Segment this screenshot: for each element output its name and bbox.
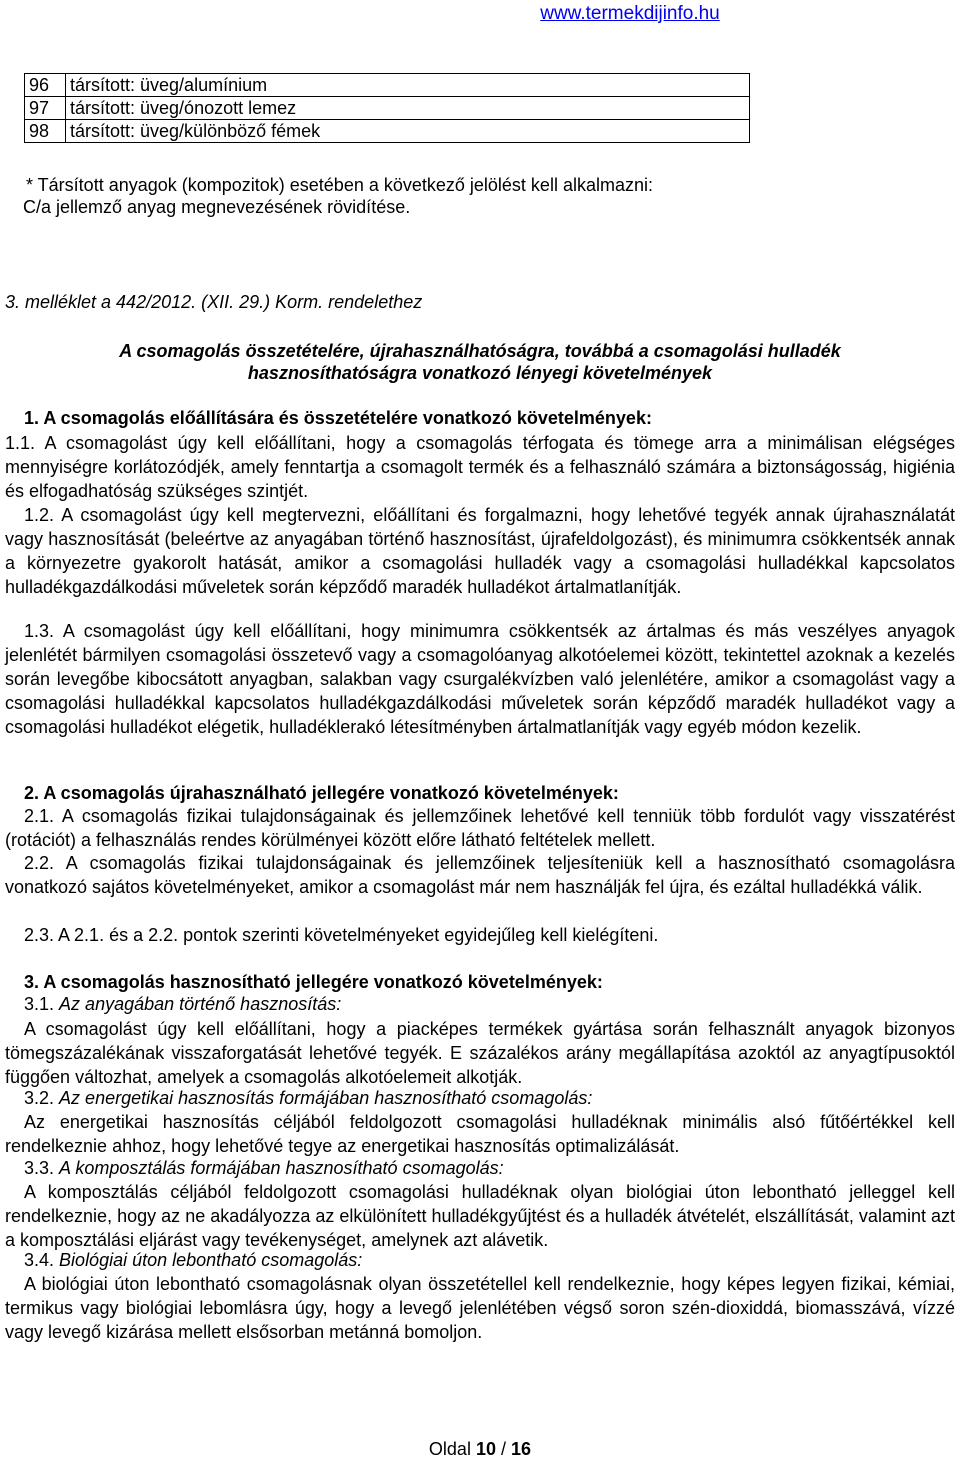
annex-title-line-2: hasznosíthatóságra vonatkozó lényegi követelmények xyxy=(247,363,713,383)
subsection-3-2-heading: 3.2. Az energetikai hasznosítás formájában hasznosítható csomagolás: xyxy=(24,1088,593,1108)
paragraph-3-3: A komposztálás céljából feldolgozott csomagolási hulladéknak olyan biológiai úton lebontható jelleggel kell rendelkeznie, hogy az ne akadályozza az elkülönített hulladékgyűjtést és a hulladék átvételét, elszállítását, valamint azt a komposztálási eljárást vagy tevékenységet, amelynek azt alávetik. xyxy=(5,1182,955,1250)
code-number: 97 xyxy=(25,97,66,120)
paragraph-2-2: 2.2. A csomagolás fizikai tulajdonságainak és jellemzőinek teljesíteniük kell a hasznosítható csomagolásra vonatkozó sajátos követelményeket, amikor a csomagolást már nem használják fel újra, és ezáltal hulladékká válik. xyxy=(5,853,955,897)
table-row xyxy=(25,120,750,143)
paragraph-2-1: 2.1. A csomagolás fizikai tulajdonságainak és jellemzőinek lehetővé kell tenniük több fordulót vagy visszatérést (rotációt) a felhasználás rendes körülményei között előre látható feltételek mellett. xyxy=(5,806,955,850)
paragraph-1-2: 1.2. A csomagolást úgy kell megtervezni, előállítani és forgalmazni, hogy lehetővé tegyék annak újrahasználatát vagy hasznosítását (beleértve az anyagában történő hasznosítást, újrafeldolgozást), és minimumra csökkentsék annak a környezetre gyakorolt hatását, amikor a csomagolási hulladék vagy a csomagolási hulladékkal kapcsolatos hulladékgazdálkodási műveletek során képződő maradék hulladékot ártalmatlanítják. xyxy=(5,505,955,597)
table-row xyxy=(25,74,750,97)
section-3-title: 3. A csomagolás hasznosítható jellegére vonatkozó követelmények: xyxy=(24,972,603,992)
paragraph-3-4: A biológiai úton lebontható csomagolásnak olyan összetétellel kell rendelkeznie, hogy képes legyen fizikai, kémiai, termikus vagy biológiai lebomlásra úgy, hogy a levegő jelenlétében végső soron szén-dioxiddá, biomasszává, vízzé vagy levegő kizárása mellett elsősorban metánná bomoljon. xyxy=(5,1274,955,1342)
footnote-line-2: C/a jellemző anyag megnevezésének rövidítése. xyxy=(23,197,411,217)
footnote-line-1: * Társított anyagok (kompozitok) esetében a következő jelölést kell alkalmazni: xyxy=(26,175,653,195)
code-description: társított: üveg/különböző fémek xyxy=(66,120,750,143)
paragraph-1-1: 1.1. A csomagolást úgy kell előállítani, hogy a csomagolás térfogata és tömege arra a minimálisan elégséges mennyiségre korlátozódjék, amely fenntartja a csomagolt termék és a felhasználó számára a biztonságosság, higiénia és elfogadhatóság szükséges szintjét. xyxy=(5,433,955,501)
site-link[interactable]: www.termekdijinfo.hu xyxy=(540,3,720,24)
paragraph-1-3: 1.3. A csomagolást úgy kell előállítani, hogy minimumra csökkentsék az ártalmas és más veszélyes anyagok jelenlétét bármilyen csomagolási összetevő vagy a csomagolóanyag alkotóelemei között, tekintettel azoknak a kezelés során levegőbe kibocsátott anyagban, salakban vagy csurgalékvízben való jelenlétére, amikor a csomagolást vagy a csomagolási hulladékkal kapcsolatos hulladékgazdálkodási műveletek során képződő maradék hulladékot vagy a csomagolási hulladékot elégetik, hulladéklerakó létesítményben ártalmatlanítják vagy egyéb módon kezelik. xyxy=(5,621,955,737)
subsection-3-4-heading: 3.4. Biológiai úton lebontható csomagolás: xyxy=(24,1250,363,1270)
paragraph-3-2: Az energetikai hasznosítás céljából feldolgozott csomagolási hulladéknak minimális alsó fűtőértékkel kell rendelkeznie ahhoz, hogy lehetővé tegye az energetikai hasznosítás optimalizálását. xyxy=(5,1112,955,1156)
subsection-3-3-heading: 3.3. A komposztálás formájában hasznosítható csomagolás: xyxy=(24,1158,504,1178)
page-number: Oldal 10 / 16 xyxy=(428,1439,532,1459)
paragraph-2-3: 2.3. A 2.1. és a 2.2. pontok szerinti követelményeket egyidejűleg kell kielégíteni. xyxy=(24,925,659,945)
section-2-title: 2. A csomagolás újrahasználható jellegére vonatkozó követelmények: xyxy=(24,783,619,803)
table-row xyxy=(25,97,750,120)
section-1-title: 1. A csomagolás előállítására és összetételére vonatkozó követelmények: xyxy=(24,408,652,428)
code-description: társított: üveg/ónozott lemez xyxy=(66,97,750,120)
code-description: társított: üveg/alumínium xyxy=(66,74,750,97)
subsection-3-1-heading: 3.1. Az anyagában történő hasznosítás: xyxy=(24,994,342,1014)
annex-title-line-1: A csomagolás összetételére, újrahasználhatóságra, továbbá a csomagolási hulladék xyxy=(119,341,841,361)
code-number: 98 xyxy=(25,120,66,143)
paragraph-3-1: A csomagolást úgy kell előállítani, hogy a piacképes termékek gyártása során felhasznált anyagok bizonyos tömegszázalékának visszaforgatását lehetővé tegyék. E százalékos arány megállapítása azoktól az anyagtípusoktól függően változhat, amelyek a csomagolás alkotóelemeit alkotják. xyxy=(5,1019,955,1087)
code-number: 96 xyxy=(25,74,66,97)
annex-heading: 3. melléklet a 442/2012. (XII. 29.) Korm. rendelethez xyxy=(5,292,423,312)
material-codes-table xyxy=(24,73,750,143)
